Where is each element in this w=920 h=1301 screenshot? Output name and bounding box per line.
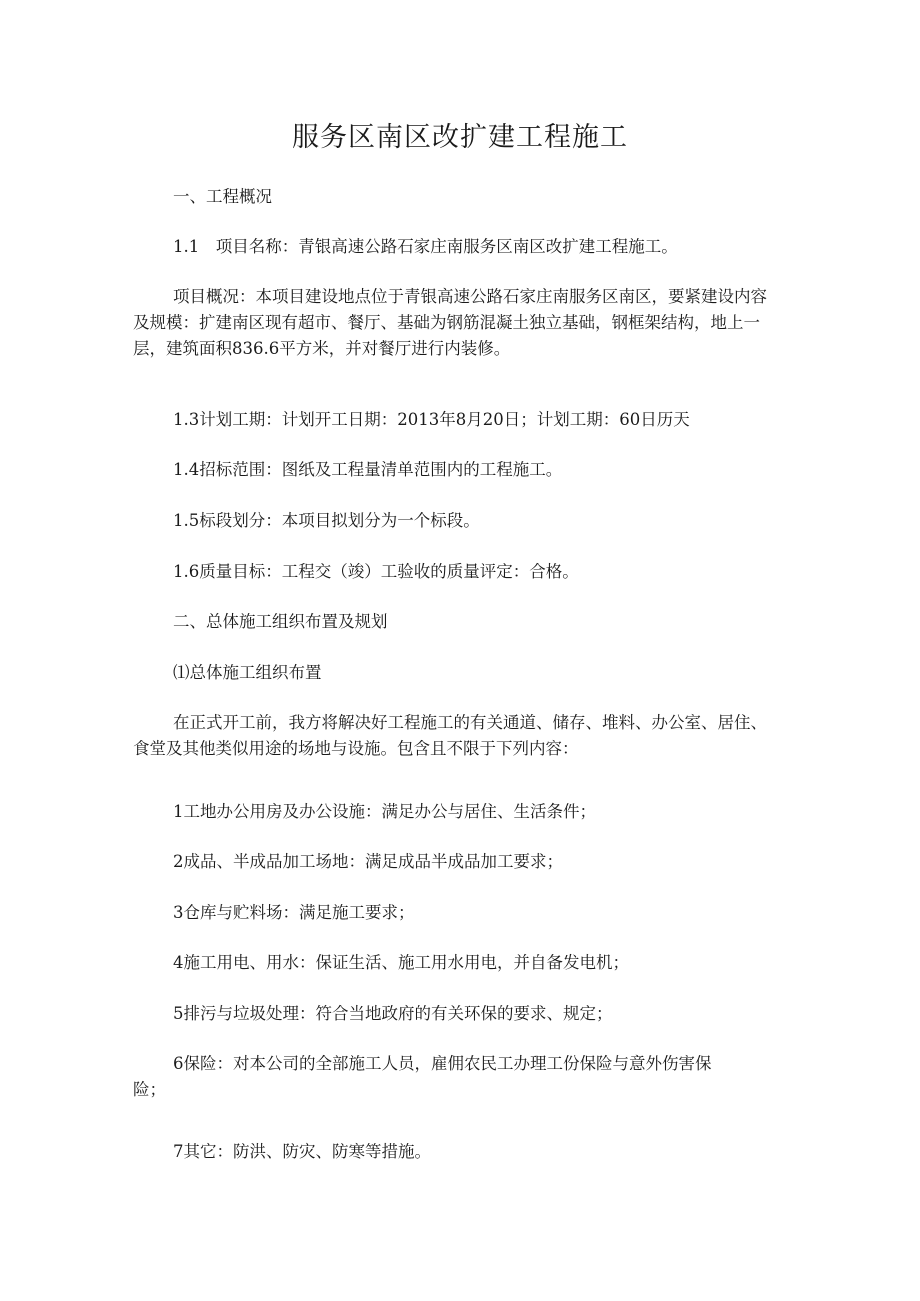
list-item-storage: 3仓库与贮料场：满足施工要求； <box>173 903 415 922</box>
text-line: 险； <box>133 1080 166 1099</box>
list-item-processing: 2成品、半成品加工场地：满足成品半成品加工要求； <box>173 852 563 871</box>
text-line: 项目概况：本项目建设地点位于青银高速公路石家庄南服务区南区，要紧建设内容 <box>173 287 767 306</box>
list-item-waste: 5排污与垃圾处理：符合当地政府的有关环保的要求、规定； <box>173 1004 613 1023</box>
subsection-heading-layout: ⑴总体施工组织布置 <box>173 663 322 682</box>
text-line: 在正式开工前，我方将解决好工程施工的有关通道、储存、堆料、办公室、居住、 <box>173 713 767 732</box>
paragraph-quality-target: 1.6质量目标：工程交（竣）工验收的质量评定：合格。 <box>173 562 579 581</box>
paragraph-schedule: 1.3计划工期：计划开工日期：2013年8月20日；计划工期：60日历天 <box>173 410 690 429</box>
list-item-utilities: 4施工用电、用水：保证生活、施工用水用电，并自备发电机； <box>173 953 629 972</box>
section-heading-overview: 一、工程概况 <box>173 187 272 206</box>
list-item-office: 1工地办公用房及办公设施：满足办公与居住、生活条件； <box>173 802 596 821</box>
text-line: 6保险：对本公司的全部施工人员，雇佣农民工办理工份保险与意外伤害保 <box>173 1054 712 1073</box>
section-heading-organization: 二、总体施工组织布置及规划 <box>173 612 388 631</box>
paragraph-project-name: 1.1 项目名称：青银高速公路石家庄南服务区南区改扩建工程施工。 <box>173 237 678 256</box>
paragraph-bid-scope: 1.4招标范围：图纸及工程量清单范围内的工程施工。 <box>173 460 563 479</box>
paragraph-project-overview <box>133 284 793 362</box>
paragraph-preparation <box>133 710 793 762</box>
paragraph-section-division: 1.5标段划分：本项目拟划分为一个标段。 <box>173 511 480 530</box>
text-line: 及规模：扩建南区现有超市、餐厅、基础为钢筋混凝土独立基础，钢框架结构，地上一 <box>133 313 760 332</box>
list-item-other: 7其它：防洪、防灾、防寒等措施。 <box>173 1142 431 1161</box>
text-line: 食堂及其他类似用途的场地与设施。包含且不限于下列内容： <box>133 739 579 758</box>
text-line: 层，建筑面积836.6平方米，并对餐厅进行内装修。 <box>133 339 511 358</box>
document-title: 服务区南区改扩建工程施工 <box>292 122 628 153</box>
list-item-insurance <box>133 1051 793 1103</box>
